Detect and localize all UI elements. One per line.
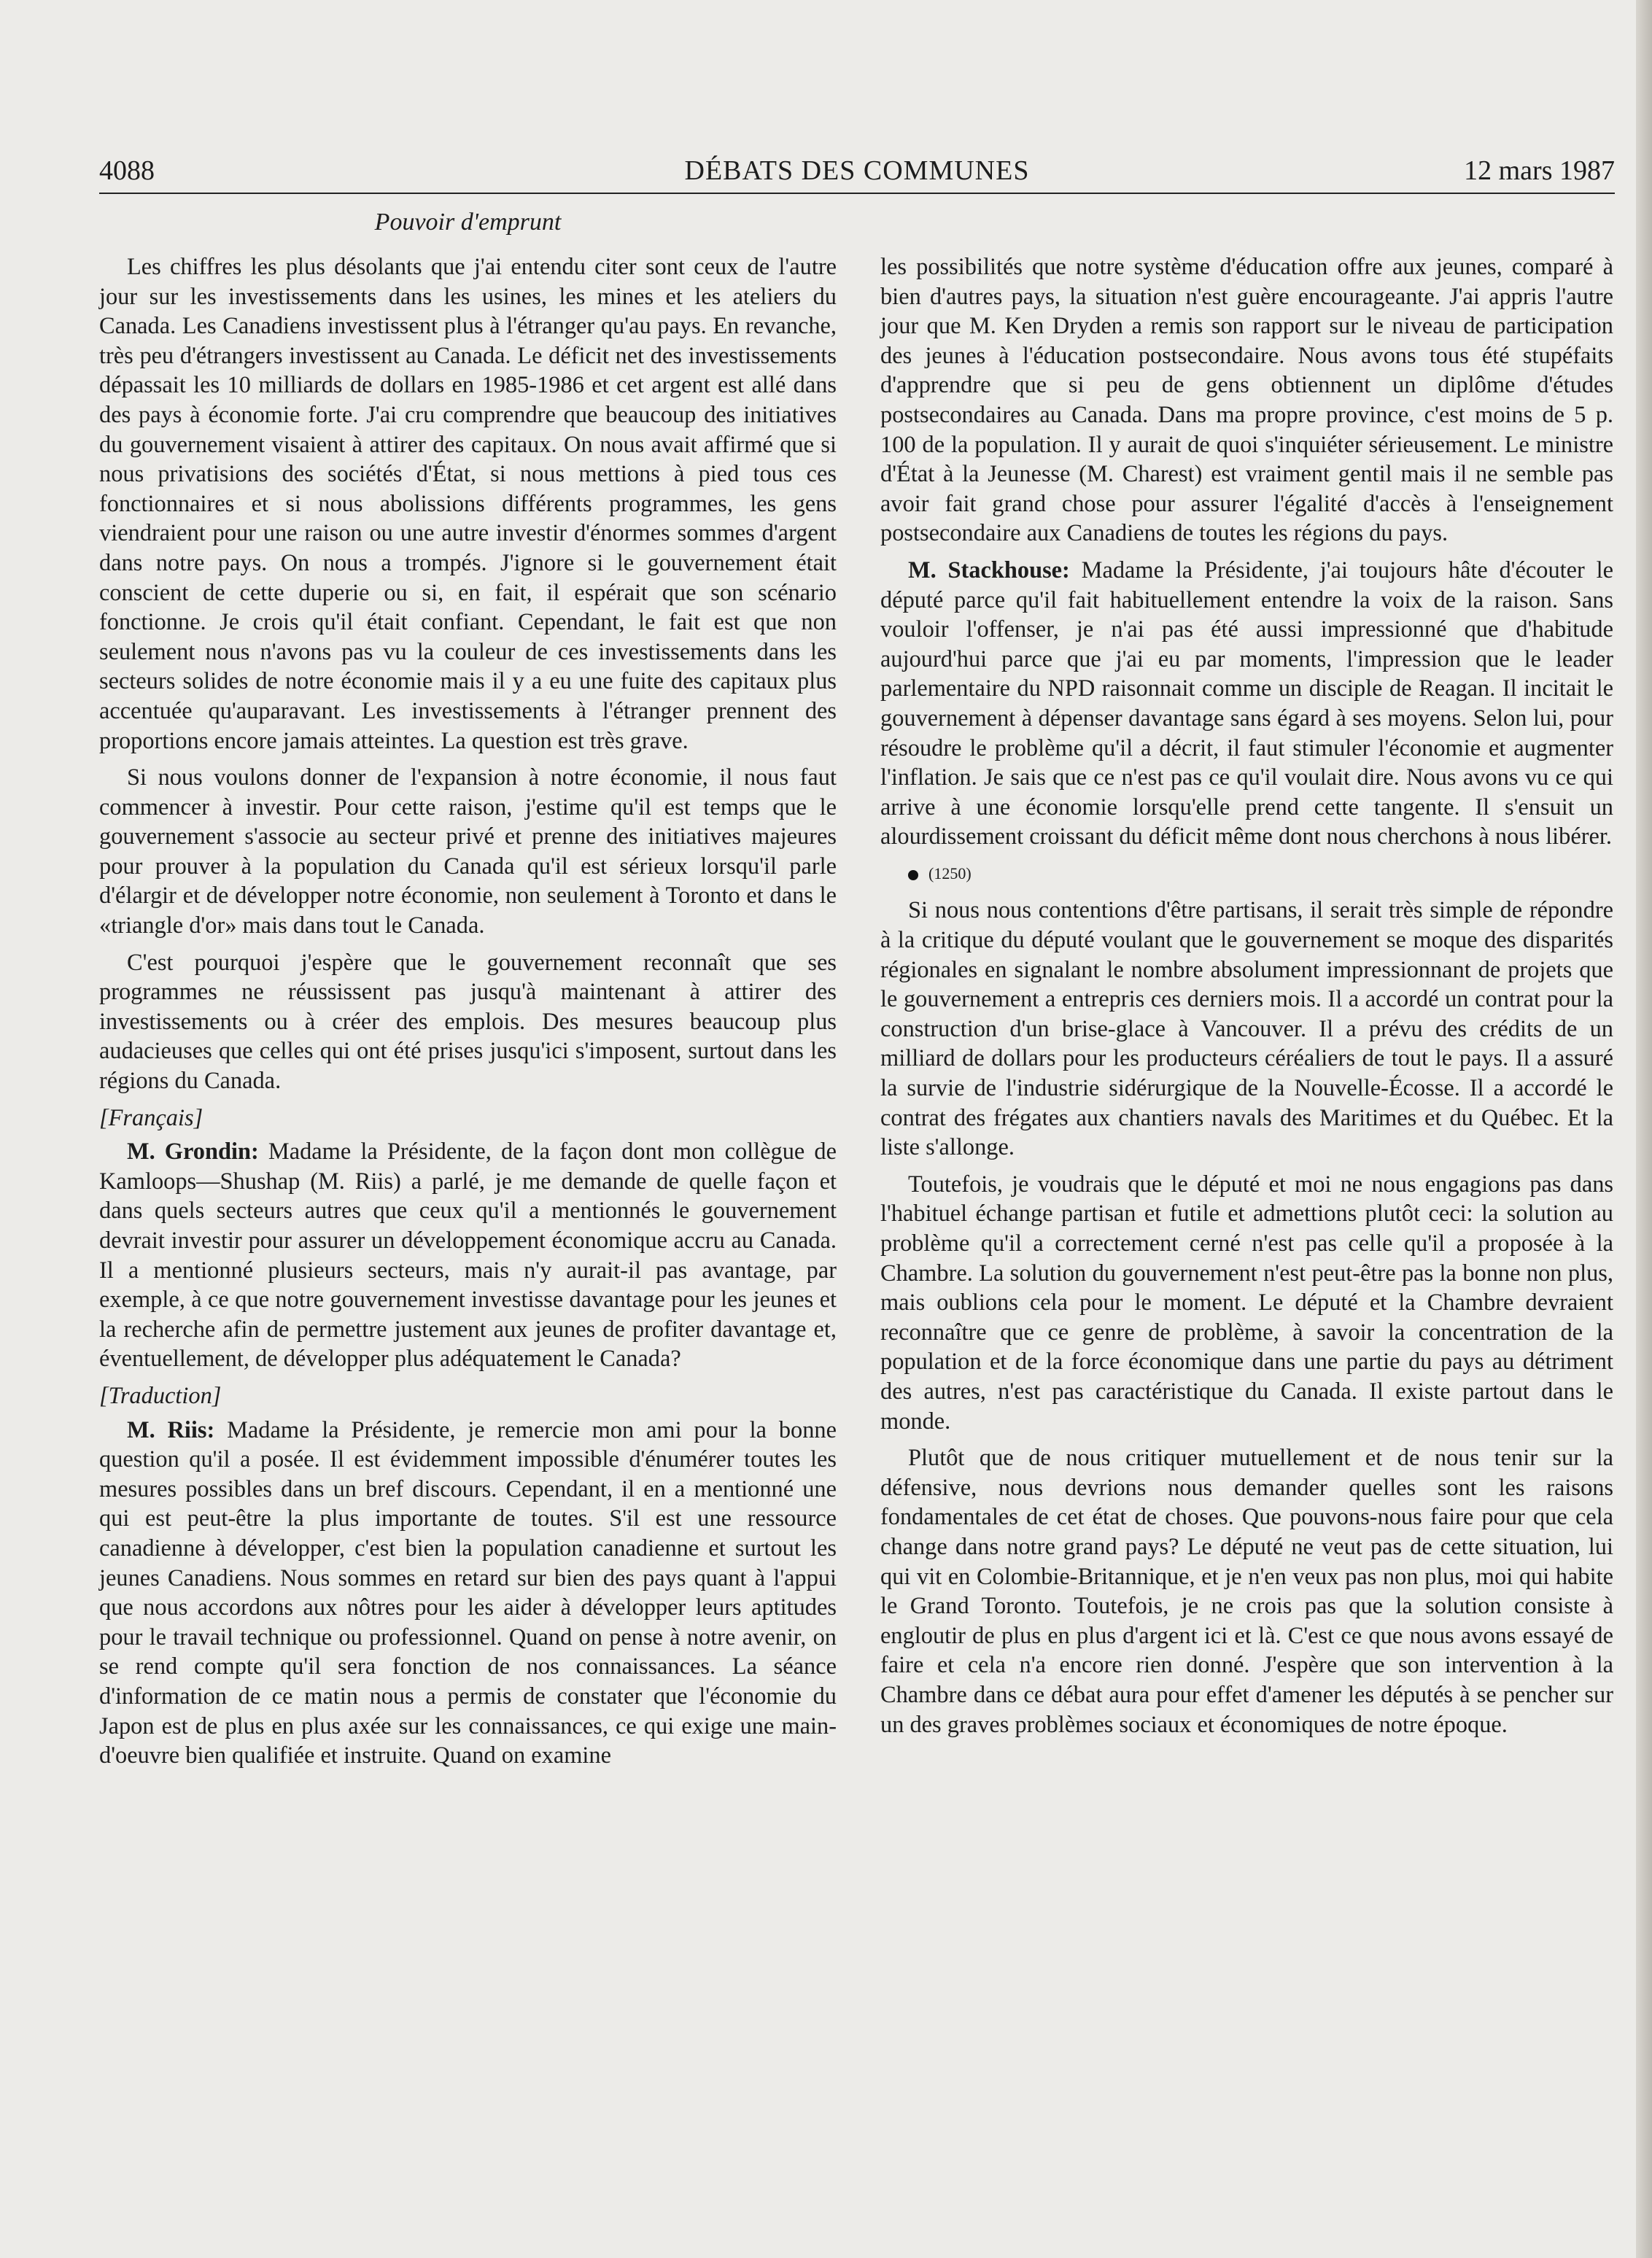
page-header: [99, 152, 1615, 194]
paragraph: Toutefois, je voudrais que le député et moi ne nous engagions pas dans l'habituel échange partisan et futile et admettions plutôt ceci: la solution au problème qu'il a correctement cerné n'est pas celle qu'il a proposée à la Chambre. La solution du gouvernement n'est peut-être pas la bonne non plus, mais oublions cela pour le moment. Le député et la Chambre devraient reconnaître que ce genre de problème, à savoir la concentration de la population et de la force économique dans une partie du pays au détriment des autres, n'est pas caractéristique du Canada. Il existe partout dans le monde.: [880, 1171, 1613, 1435]
speaker-name: M. Grondin:: [127, 1138, 259, 1165]
section-title: Pouvoir d'emprunt: [374, 209, 562, 236]
speech-text: Madame la Présidente, j'ai toujours hâte d'écouter le député parce qu'il fait habituellement entendre la voix de la raison. Sans vouloir l'offenser, je n'ai pas été aussi impressionné que d'habitude aujourd'hui parce que j'ai eu par moments, l'impression que le leader parlementaire du NPD raisonnait comme un disciple de Reagan. Il incitait le gouvernement à dépenser davantage sans égard à ses moyens. Selon lui, pour résoudre le problème qu'il a décrit, il faut stimuler l'économie et augmenter l'inflation. Je sais que ce n'est pas ce qu'il voulait dire. Nous avons vu ce qui arrive à une économie lorsqu'elle prend cette tangente. Il s'ensuit un alourdissement croissant du déficit même dont nous cherchons à nous libérer.: [880, 556, 1613, 850]
page-number: 4088: [99, 155, 155, 186]
paragraph: Plutôt que de nous critiquer mutuellement et de nous tenir sur la défensive, nous devrions nous demander quelles sont les raisons fondamentales de cet état de choses. Que pouvons-nous faire pour que cela change dans notre grand pays? Le député ne veut pas de cette situation, lui qui vit en Colombie-Britannique, et je n'en veux pas non plus, moi qui habite le Grand Toronto. Toutefois, je ne crois pas que la solution consiste à engloutir de plus en plus d'argent ici et là. C'est ce que nous avons essayé de faire et cela n'a encore rien donné. J'espère que son intervention à la Chambre dans ce débat aura pour effet d'amener les députés à se pencher sur un des graves problèmes sociaux et économiques de notre époque.: [880, 1445, 1613, 1738]
language-marker: [Traduction]: [99, 1382, 222, 1409]
speaker-name: M. Riis:: [127, 1416, 215, 1443]
paragraph: les possibilités que notre système d'éducation offre aux jeunes, comparé à bien d'autres pays, la situation n'est guère encourageante. J'ai appris l'autre jour que M. Ken Dryden a remis son rapport sur le niveau de participation des jeunes à l'éducation postsecondaire. Nous avons tous été stupéfaits d'apprendre que si peu de gens obtiennent un diplôme d'études postsecondaires au Canada. Dans ma propre province, c'est moins de 5 p. 100 de la population. Il y aurait de quoi s'inquiéter sérieusement. Le ministre d'État à la Jeunesse (M. Charest) est vraiment gentil mais il ne semble pas avoir fait grand chose pour assurer l'égalité d'accès à l'enseignement postsecondaire aux Canadiens de toutes les régions du pays.: [880, 254, 1613, 547]
timestamp: [880, 859, 1613, 889]
left-column: [99, 252, 837, 1778]
right-column: [880, 252, 1613, 1747]
speech-paragraph: [99, 1137, 837, 1374]
speech-text: Madame la Présidente, de la façon dont mon collègue de Kamloops—Shushap (M. Riis) a parlé, je me demande de quelle façon et dans quels secteurs autres que ceux qu'il a mentionnés le gouvernement devrait investir pour assurer un développement économique accru au Canada. Il a mentionné plusieurs secteurs, mais n'y aurait-il pas avantage, par exemple, à ce que notre gouvernement investisse davantage pour les jeunes et la recherche afin de permettre justement aux jeunes de profiter davantage et, éventuellement, de développer plus adéquatement le Canada?: [99, 1138, 837, 1373]
paragraph: C'est pourquoi j'espère que le gouvernement reconnaît que ses programmes ne réussissent pas jusqu'à maintenant à attirer des investissements ou à créer des emplois. Des mesures beaucoup plus audacieuses que celles qui ont été prises jusqu'ici s'imposent, surtout dans les régions du Canada.: [99, 949, 837, 1095]
speaker-name: M. Stackhouse:: [908, 556, 1070, 583]
language-marker: [Français]: [99, 1104, 203, 1131]
speech-text: Madame la Présidente, je remercie mon ami pour la bonne question qu'il a posée. Il est évidemment impossible d'énumérer toutes les mesures possibles dans un bref discours. Cependant, il en a mentionné une qui est peut-être la plus importante de toutes. S'il est une ressource canadienne à développer, c'est bien la population canadienne et surtout les jeunes Canadiens. Nous sommes en retard sur bien des pays quant à l'appui que nous accordons aux nôtres pour les aider à développer leurs aptitudes pour le travail technique ou professionnel. Quand on pense à notre avenir, on se rend compte qu'il sera fonction de nos connaissances. La séance d'information de ce matin nous a permis de constater que l'économie du Japon est de plus en plus axée sur les connaissances, ce qui exige une main-d'oeuvre bien qualifiée et instruite. Quand on examine: [99, 1416, 837, 1769]
paragraph: Si nous nous contentions d'être partisans, il serait très simple de répondre à la critique du député voulant que le gouvernement se moque des disparités régionales en signalant le nombre absolument impressionnant de projets que le gouvernement a entrepris ces derniers mois. Il a accordé un contrat pour la construction d'un brise-glace à Vancouver. Il a prévu des crédits de un milliard de dollars pour les producteurs céréaliers de tout le pays. Il a assuré la survie de l'industrie sidérurgique de la Nouvelle-Écosse. Il a accordé le contrat des frégates aux chantiers navals des Maritimes et du Québec. Et la liste s'allonge.: [880, 897, 1613, 1161]
speech-paragraph: [99, 1416, 837, 1771]
paragraph: Si nous voulons donner de l'expansion à notre économie, il nous faut commencer à investir. Pour cette raison, j'estime qu'il est temps que le gouvernement s'associe au secteur privé et prenne des initiatives majeures pour prouver à la population du Canada qu'il est sérieux lorsqu'il parle d'élargir et de développer notre économie, non seulement à Toronto et dans le «triangle d'or» mais dans tout le Canada.: [99, 764, 837, 939]
bullet-icon: [908, 870, 918, 880]
page-edge-shadow: [1636, 0, 1652, 2258]
journal-title: DÉBATS DES COMMUNES: [684, 155, 1030, 186]
paragraph: Les chiffres les plus désolants que j'ai entendu citer sont ceux de l'autre jour sur les investissements dans les usines, les mines et les ateliers du Canada. Les Canadiens investissent plus à l'étranger qu'au pays. En revanche, très peu d'étrangers investissent au Canada. Le déficit net des investissements dépassait les 10 milliards de dollars en 1985-1986 et cet argent est allé dans des pays à économie forte. J'ai cru comprendre que beaucoup des initiatives du gouvernement visaient à attirer des capitaux. On nous avait affirmé que si nous privatisions des sociétés d'État, si nous mettions à pied tous ces fonctionnaires et si nous abolissions différents programmes, les gens viendraient pour une raison ou une autre investir d'énormes sommes d'argent dans notre pays. On nous a trompés. J'ignore si le gouvernement était conscient de cette duperie ou si, en fait, il espérait que son scénario fonctionne. Je crois qu'il était confiant. Cependant, le fait est que non seulement nous n'avons pas vu la couleur de ces investissements dans les secteurs solides de notre économie mais il y a eu une fuite des capitaux plus accentuée qu'auparavant. Les investissements à l'étranger prennent des proportions encore jamais atteintes. La question est très grave.: [99, 254, 837, 754]
sitting-date: 12 mars 1987: [1464, 155, 1615, 186]
timestamp-text: (1250): [928, 864, 972, 882]
speech-paragraph: [880, 556, 1613, 852]
